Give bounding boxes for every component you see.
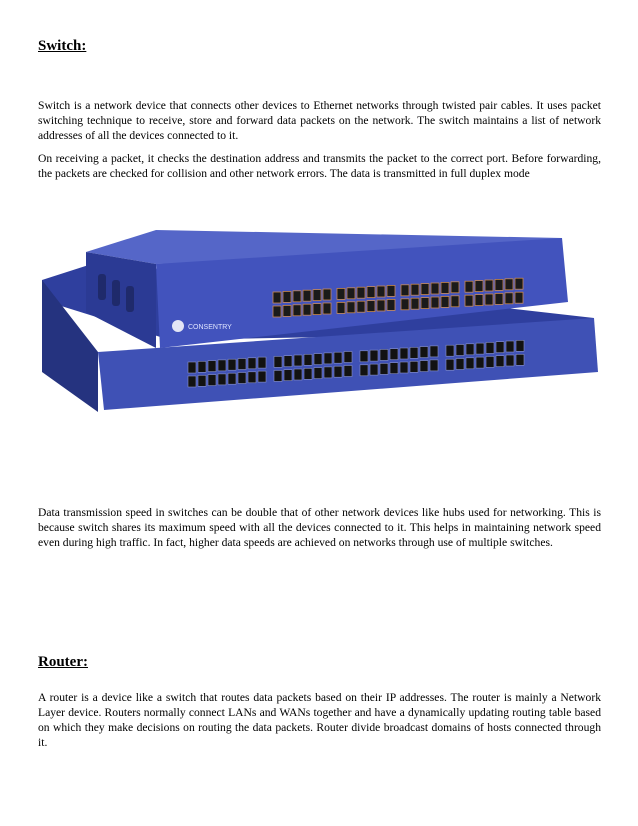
ethernet-port bbox=[451, 282, 459, 293]
ethernet-port bbox=[370, 364, 378, 375]
ethernet-port bbox=[421, 284, 429, 295]
ethernet-port bbox=[446, 345, 454, 356]
ethernet-port bbox=[228, 373, 236, 384]
ethernet-port bbox=[465, 281, 473, 292]
ethernet-port bbox=[304, 354, 312, 365]
ethernet-port bbox=[324, 367, 332, 378]
ethernet-port bbox=[238, 359, 246, 370]
ethernet-port bbox=[293, 291, 301, 302]
ethernet-port bbox=[284, 356, 292, 367]
switch-heading: Switch: bbox=[38, 38, 87, 54]
ethernet-port bbox=[357, 301, 365, 312]
ethernet-port bbox=[258, 357, 266, 368]
ethernet-port bbox=[505, 293, 513, 304]
ethernet-port bbox=[506, 355, 514, 366]
ethernet-port bbox=[430, 360, 438, 371]
ethernet-port bbox=[420, 347, 428, 358]
ethernet-port bbox=[410, 347, 418, 358]
ethernet-port bbox=[377, 286, 385, 297]
ethernet-port bbox=[380, 363, 388, 374]
ethernet-port bbox=[411, 298, 419, 309]
ethernet-port bbox=[431, 283, 439, 294]
ethernet-port bbox=[337, 302, 345, 313]
ethernet-port bbox=[485, 294, 493, 305]
ethernet-port bbox=[313, 290, 321, 301]
ethernet-port bbox=[515, 278, 523, 289]
ethernet-port bbox=[451, 296, 459, 307]
network-switch-image bbox=[38, 222, 608, 422]
ethernet-port bbox=[188, 362, 196, 373]
ethernet-port bbox=[441, 282, 449, 293]
ethernet-port bbox=[387, 285, 395, 296]
ethernet-port bbox=[238, 373, 246, 384]
ethernet-port bbox=[380, 349, 388, 360]
vent bbox=[126, 286, 134, 312]
ethernet-port bbox=[218, 360, 226, 371]
ethernet-port bbox=[228, 359, 236, 370]
ethernet-port bbox=[314, 368, 322, 379]
ethernet-port bbox=[466, 344, 474, 355]
ethernet-port bbox=[390, 363, 398, 374]
ethernet-port bbox=[431, 297, 439, 308]
ethernet-port bbox=[516, 340, 524, 351]
switch-paragraph-2: On receiving a packet, it checks the destination address and transmits the packet to the correct port. Before forwarding, the packets are checked for collision and other network errors. The data is transmitted in full duplex mode bbox=[38, 152, 601, 180]
ethernet-port bbox=[248, 358, 256, 369]
switch-paragraph-1: Switch is a network device that connects other devices to Ethernet networks through twisted pair cables. It uses packet switching technique to receive, store and forward data packets on the network. The switch maintains a list of network addresses of all the devices connected to it. bbox=[38, 99, 601, 142]
ethernet-port bbox=[283, 305, 291, 316]
ethernet-port bbox=[273, 306, 281, 317]
vent bbox=[98, 274, 106, 300]
ethernet-port bbox=[495, 279, 503, 290]
ethernet-port bbox=[313, 304, 321, 315]
switch-paragraph-3: Data transmission speed in switches can be double that of other network devices like hubs used for networking. This is because switch shares its maximum speed with all the devices connected to it. This helps in maintaining network speed even during high traffic. In fact, higher data speeds are achieved on networks through use of multiple switches. bbox=[38, 506, 601, 549]
ethernet-port bbox=[400, 362, 408, 373]
ethernet-port bbox=[370, 350, 378, 361]
ethernet-port bbox=[258, 371, 266, 382]
ethernet-port bbox=[284, 370, 292, 381]
ethernet-port bbox=[323, 303, 331, 314]
ethernet-port bbox=[188, 376, 196, 387]
ethernet-port bbox=[334, 352, 342, 363]
ethernet-port bbox=[357, 287, 365, 298]
ethernet-port bbox=[496, 342, 504, 353]
ethernet-port bbox=[475, 281, 483, 292]
ethernet-port bbox=[411, 284, 419, 295]
ethernet-port bbox=[293, 305, 301, 316]
router-paragraph-1: A router is a device like a switch that routes data packets based on their IP addresses. The router is mainly a Network Layer device. Routers normally connect LANs and WANs together and have a dynamically updating routing table based on which they make decisions on routing the data packets. Router divide broadcast domains of hosts connected through it. bbox=[38, 691, 601, 749]
ethernet-port bbox=[420, 361, 428, 372]
ethernet-port bbox=[208, 361, 216, 372]
ethernet-port bbox=[198, 361, 206, 372]
ethernet-port bbox=[273, 292, 281, 303]
ethernet-port bbox=[421, 298, 429, 309]
ethernet-port bbox=[274, 370, 282, 381]
ethernet-port bbox=[377, 300, 385, 311]
ethernet-port bbox=[505, 279, 513, 290]
ethernet-port bbox=[441, 296, 449, 307]
ethernet-port bbox=[475, 295, 483, 306]
ethernet-port bbox=[303, 304, 311, 315]
ethernet-port bbox=[387, 299, 395, 310]
ethernet-port bbox=[476, 357, 484, 368]
ethernet-port bbox=[344, 366, 352, 377]
ethernet-port bbox=[283, 291, 291, 302]
ethernet-port bbox=[486, 356, 494, 367]
vent bbox=[112, 280, 120, 306]
ethernet-port bbox=[218, 374, 226, 385]
ethernet-port bbox=[304, 368, 312, 379]
ethernet-port bbox=[430, 346, 438, 357]
ethernet-port bbox=[476, 343, 484, 354]
ethernet-port bbox=[496, 356, 504, 367]
ethernet-port bbox=[516, 354, 524, 365]
ethernet-port bbox=[344, 352, 352, 363]
ethernet-port bbox=[360, 365, 368, 376]
ethernet-port bbox=[485, 280, 493, 291]
ethernet-port bbox=[337, 288, 345, 299]
upper-switch-side bbox=[86, 252, 156, 348]
ethernet-port bbox=[367, 301, 375, 312]
ethernet-port bbox=[360, 351, 368, 362]
ethernet-port bbox=[198, 375, 206, 386]
brand-logo-text: CONSENTRY bbox=[188, 324, 232, 331]
ethernet-port bbox=[324, 353, 332, 364]
ethernet-port bbox=[347, 302, 355, 313]
ethernet-port bbox=[486, 342, 494, 353]
ethernet-port bbox=[401, 299, 409, 310]
ethernet-port bbox=[495, 293, 503, 304]
ethernet-port bbox=[347, 288, 355, 299]
router-heading: Router: bbox=[38, 654, 88, 670]
ethernet-port bbox=[274, 356, 282, 367]
ethernet-port bbox=[314, 354, 322, 365]
ethernet-port bbox=[465, 295, 473, 306]
ethernet-port bbox=[506, 341, 514, 352]
brand-logo-icon bbox=[172, 320, 184, 332]
ethernet-port bbox=[334, 366, 342, 377]
ethernet-port bbox=[323, 289, 331, 300]
ethernet-port bbox=[401, 285, 409, 296]
ethernet-port bbox=[294, 355, 302, 366]
ethernet-port bbox=[248, 372, 256, 383]
ethernet-port bbox=[208, 375, 216, 386]
ethernet-port bbox=[466, 358, 474, 369]
ethernet-port bbox=[456, 359, 464, 370]
ethernet-port bbox=[456, 345, 464, 356]
ethernet-port bbox=[390, 349, 398, 360]
ethernet-port bbox=[515, 292, 523, 303]
ethernet-port bbox=[410, 361, 418, 372]
ethernet-port bbox=[294, 369, 302, 380]
ethernet-port bbox=[400, 348, 408, 359]
ethernet-port bbox=[303, 290, 311, 301]
ethernet-port bbox=[446, 359, 454, 370]
ethernet-port bbox=[367, 287, 375, 298]
